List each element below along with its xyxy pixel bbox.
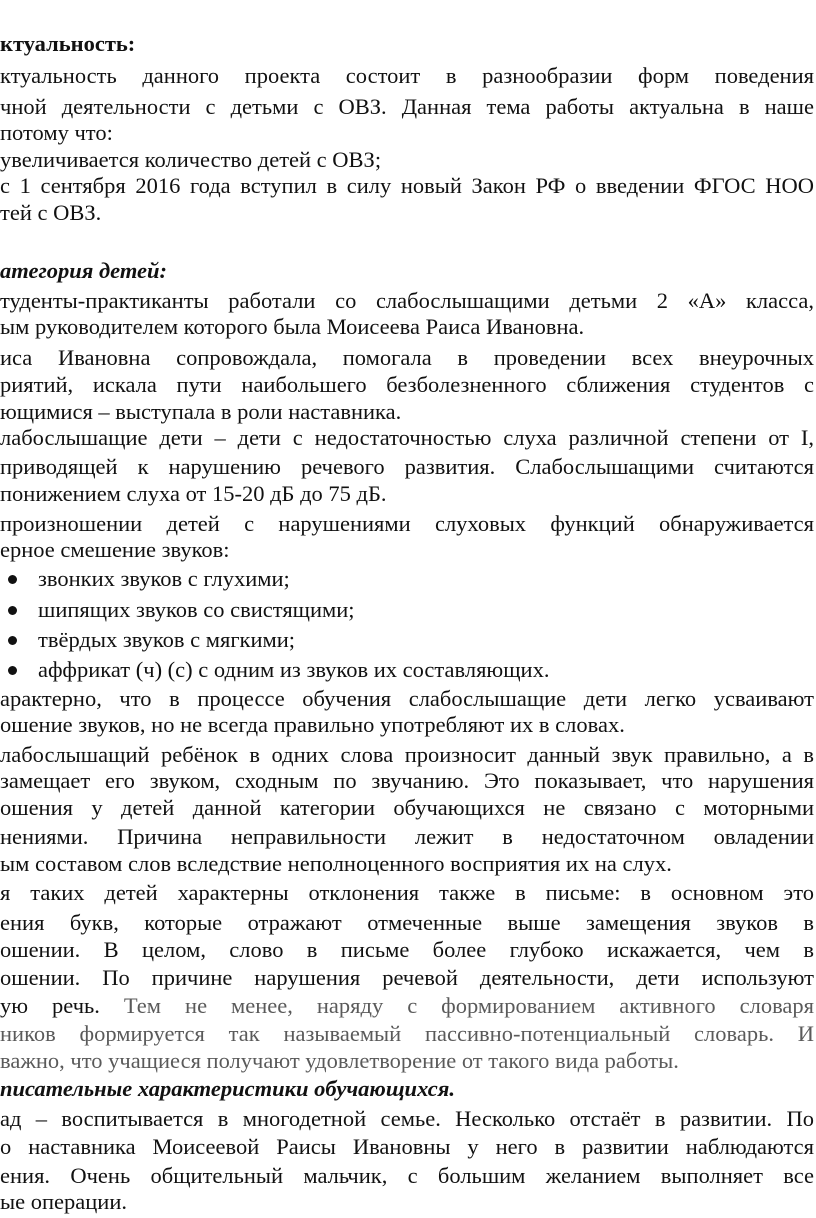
text-line: ктуальность данного проекта состоит в разнообразии форм поведения bbox=[0, 63, 814, 88]
text-line: риятий, искала пути наибольшего безболезненного сближения студентов с bbox=[0, 372, 814, 397]
text-line: ые операции. bbox=[0, 1189, 127, 1214]
text-line: чной деятельности с детьми с ОВЗ. Данная тема работы актуальна в наше bbox=[0, 94, 814, 119]
text-line: ерное смешение звуков: bbox=[0, 537, 230, 562]
heading-category: атегория детей: bbox=[0, 258, 168, 283]
text-line: туденты-практиканты работали со слабослышащими детьми 2 «А» класса, bbox=[0, 288, 814, 313]
text-line: арактерно, что в процессе обучения слабослышащие дети легко усваивают bbox=[0, 686, 814, 711]
text-line: ошение звуков, но не всегда правильно употребляют их в словах. bbox=[0, 712, 625, 737]
text-line: ошения у детей данной категории обучающихся не связано с моторными bbox=[0, 795, 814, 820]
text-line: важно, что учащиеся получают удовлетворение от такого вида работы. bbox=[0, 1048, 679, 1073]
bullet-text: аффрикат (ч) (с) с одним из звуков их составляющих. bbox=[38, 657, 550, 682]
text-line: понижением слуха от 15-20 дБ до 75 дБ. bbox=[0, 481, 387, 506]
text-dark: ую речь. bbox=[0, 993, 100, 1018]
bullet-item bbox=[0, 624, 814, 656]
text-line: ющимися – выступала в роли наставника. bbox=[0, 399, 402, 424]
text-gray: Тем не менее, наряду с формированием активного словаря bbox=[99, 993, 814, 1018]
text-line: о наставника Моисеевой Раисы Ивановны у него в развитии наблюдаются bbox=[0, 1134, 814, 1159]
text-line: замещает его звуком, сходным по звучанию. Это показывает, что нарушения bbox=[0, 768, 814, 793]
text-line: ения. Очень общительный мальчик, с большим желанием выполняет все bbox=[0, 1163, 814, 1188]
bullet-text: звонких звуков с глухими; bbox=[38, 566, 290, 591]
text-line: произношении детей с нарушениями слуховых функций обнаруживается bbox=[0, 511, 814, 536]
bullet-dot-icon bbox=[8, 606, 17, 615]
text-line: нениями. Причина неправильности лежит в недостаточном овладении bbox=[0, 824, 814, 849]
text-line: потому что: bbox=[0, 120, 113, 145]
text-line: иса Ивановна сопровождала, помогала в проведении всех внеурочных bbox=[0, 345, 814, 370]
heading-descriptive: писательные характеристики обучающихся. bbox=[0, 1076, 455, 1101]
text-line: лабослышащие дети – дети с недостаточностью слуха различной степени от I, bbox=[0, 425, 814, 450]
bullet-item bbox=[0, 563, 814, 595]
text-line: ошении. В целом, слово в письме более глубоко искажается, чем в bbox=[0, 937, 814, 962]
bullet-text: шипящих звуков со свистящими; bbox=[38, 597, 355, 622]
text-line: тей с ОВЗ. bbox=[0, 200, 102, 225]
text-line: лабослышащий ребёнок в одних слова произносит данный звук правильно, а в bbox=[0, 742, 814, 767]
heading-relevance: ктуальность: bbox=[0, 31, 136, 56]
bullet-dot-icon bbox=[8, 666, 17, 675]
text-line: увеличивается количество детей с ОВЗ; bbox=[0, 147, 382, 172]
text-line: ников формируется так называемый пассивно-потенциальный словарь. И bbox=[0, 1021, 814, 1046]
text-line: ад – воспитывается в многодетной семье. Несколько отстаёт в развитии. По bbox=[0, 1106, 814, 1131]
text-line: ым составом слов вследствие неполноценного восприятия их на слух. bbox=[0, 851, 672, 876]
bullet-dot-icon bbox=[8, 636, 17, 645]
bullet-item bbox=[0, 654, 814, 686]
bullet-text: твёрдых звуков с мягкими; bbox=[38, 627, 296, 652]
text-line: ения букв, которые отражают отмеченные выше замещения звуков в bbox=[0, 910, 814, 935]
bullet-dot-icon bbox=[8, 575, 17, 584]
text-line: ым руководителем которого была Моисеева Раиса Ивановна. bbox=[0, 314, 585, 339]
text-line: ошении. По причине нарушения речевой деятельности, дети используют bbox=[0, 965, 814, 990]
text-line: я таких детей характерны отклонения также в письме: в основном это bbox=[0, 880, 814, 905]
text-line: с 1 сентября 2016 года вступил в силу новый Закон РФ о введении ФГОС НОО bbox=[0, 173, 814, 198]
text-line: приводящей к нарушению речевого развития. Слабослышащими считаются bbox=[0, 454, 814, 479]
bullet-item bbox=[0, 594, 814, 626]
